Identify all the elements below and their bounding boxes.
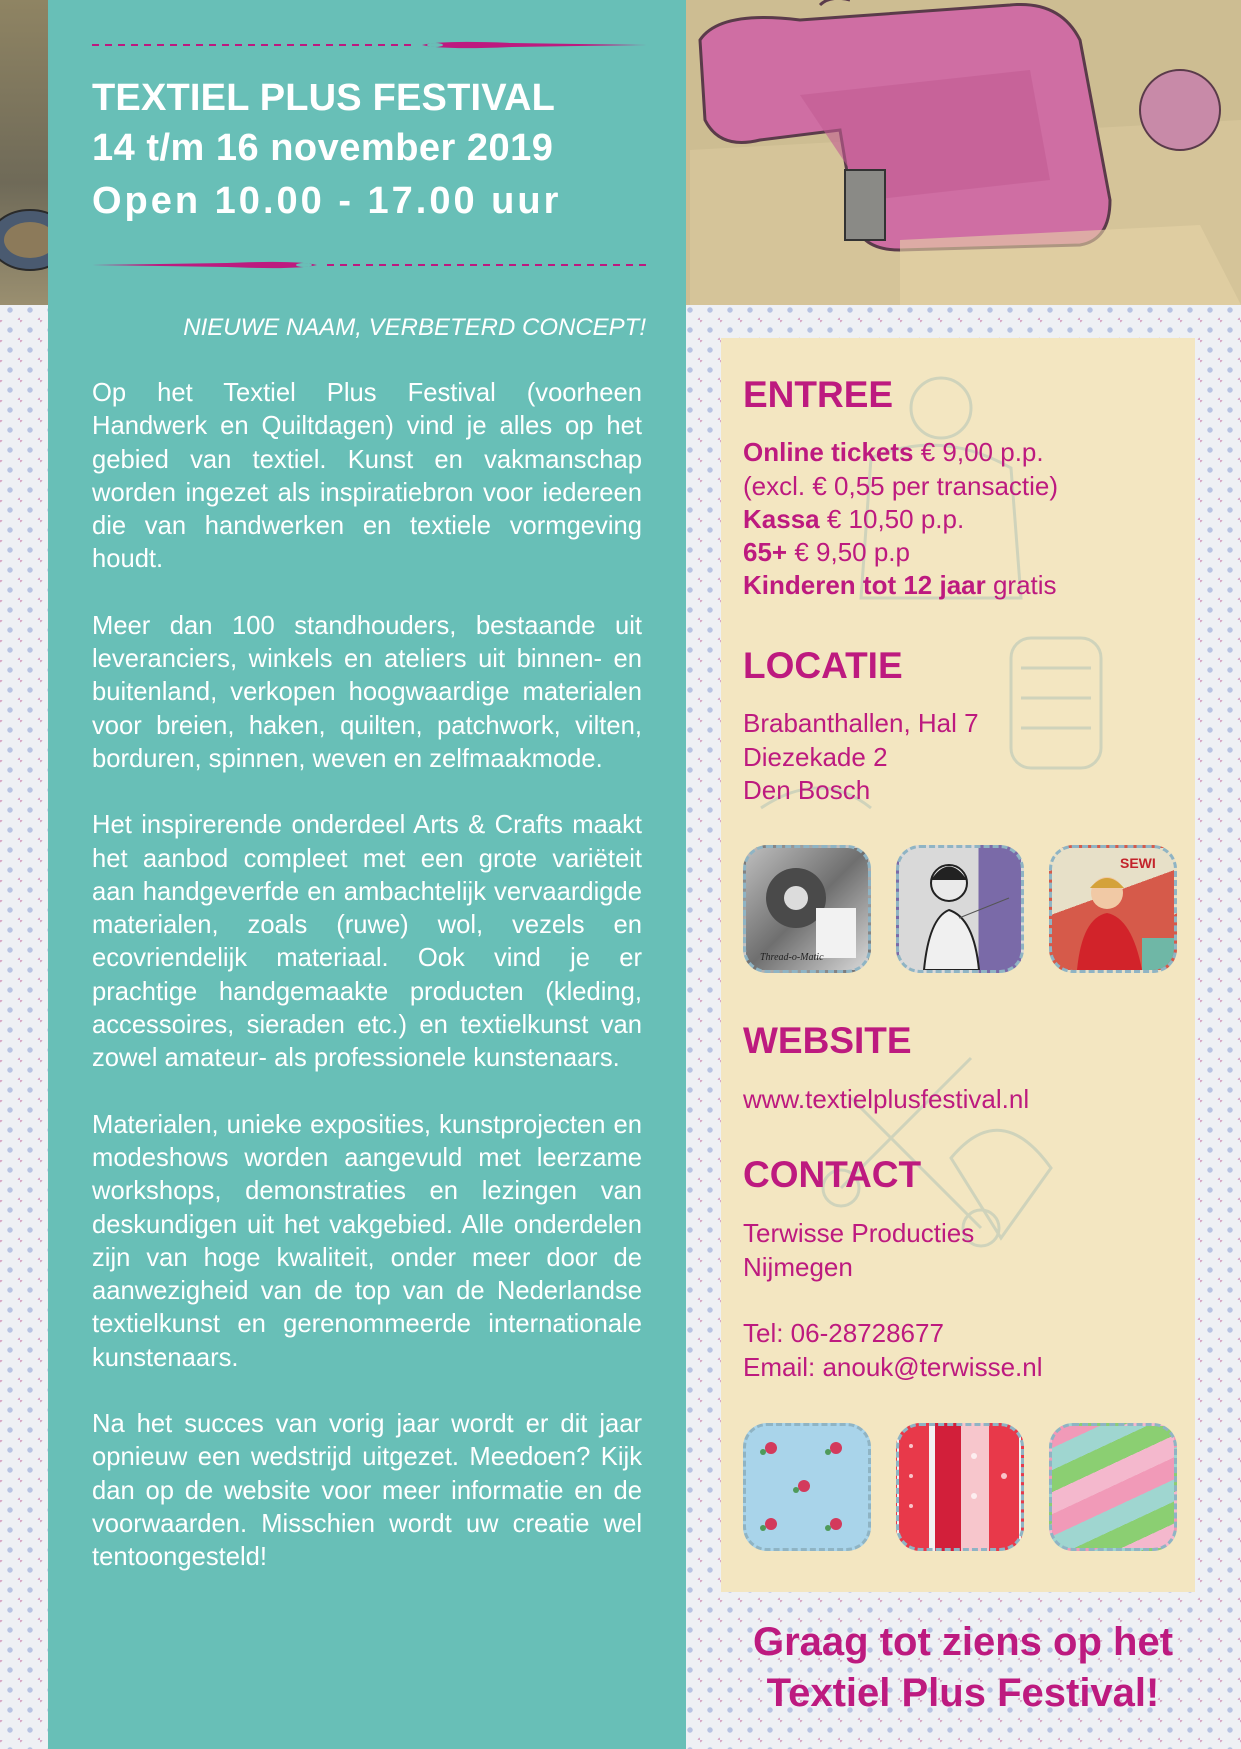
needle-divider-icon: [92, 38, 647, 52]
sewi-caption: SEWI: [1120, 855, 1156, 871]
closing-message: [713, 1617, 1213, 1719]
body-paragraph-5: Na het succes van vorig jaar wordt er dit jaar opnieuw een wedstrijd uitgezet. Meedoen? Kijk dan op de website voor meer informatie en de voorwaarden. Misschien wordt uw creatie wel tentoongesteld!: [92, 1410, 642, 1572]
entree-online-note: (excl. € 0,55 per transactie): [743, 471, 1059, 501]
header-title-block: [92, 74, 652, 228]
kassa-label: Kassa: [743, 504, 820, 534]
locatie-line-1: Brabanthallen, Hal 7: [743, 708, 979, 738]
thumbnail-fabric-rolls: [1049, 1423, 1177, 1551]
entree-title: ENTREE: [743, 374, 894, 415]
thumbnail-thread-o-matic: [743, 845, 871, 973]
tagline: NIEUWE NAAM, VERBETERD CONCEPT!: [183, 314, 646, 341]
red-fabric-stack-icon: [899, 1426, 1021, 1548]
contact-org: Terwisse Producties: [743, 1218, 975, 1248]
retro-sewing-ad-icon: [1052, 848, 1174, 970]
website-url[interactable]: www.textielplusfestival.nl: [743, 1084, 1030, 1114]
kids-label: Kinderen tot 12 jaar: [743, 570, 986, 600]
body-paragraph-2: Meer dan 100 standhouders, bestaande uit leveranciers, winkels en ateliers uit binnen- en buitenland, verkopen hoogwaardige materialen voor breien, haken, quilten, patchwork, vilten, borduren, spinnen, weven en zelfmaakmode.: [92, 611, 642, 773]
contact-email[interactable]: Email: anouk@terwisse.nl: [743, 1352, 1043, 1382]
rose-fabric-pattern-icon: [746, 1426, 868, 1548]
body-text: [92, 377, 642, 1608]
thumbnail-red-fabrics: [896, 1423, 1024, 1551]
needle-divider-icon: [92, 258, 647, 272]
contact-tel[interactable]: Tel: 06-28728677: [743, 1318, 944, 1348]
website-title: WEBSITE: [743, 1020, 912, 1061]
online-label: Online tickets: [743, 437, 914, 467]
thumbnail-rose-fabric: [743, 1423, 871, 1551]
vintage-machine-photo-icon: [746, 848, 868, 970]
vintage-woman-photo-icon: [899, 848, 1021, 970]
thread-o-matic-caption: Thread-o-Matic: [760, 952, 824, 963]
body-paragraph-3: Het inspirerende onderdeel Arts & Crafts maakt het aanbod compleet met een grote variëteit aan handgeverfde en ambachtelijk vervaardigde materialen, zoals (ruwe) wol, vezels en ecovriendelijk materiaal. Ook vind je er prachtige handgemaakte producten (kleding, accessoires, sieraden etc.) en textielkunst van zowel amateur- als professionele kunstenaars.: [92, 811, 642, 1073]
contact-title: CONTACT: [743, 1154, 922, 1195]
thumbnail-vintage-woman: [896, 845, 1024, 973]
closing-line-2: Textiel Plus Festival!: [766, 1671, 1160, 1715]
body-paragraph-1: Op het Textiel Plus Festival (voorheen Handwerk en Quiltdagen) vind je alles op het gebied van textiel. Kunst en vakmanschap worden ingezet als inspiratiebron voor iedereen die van handwerken en textiele vormgeving houdt.: [92, 379, 642, 574]
senior-price: € 9,50 p.p: [787, 537, 910, 567]
event-title: TEXTIEL PLUS FESTIVAL: [92, 77, 556, 119]
senior-label: 65+: [743, 537, 788, 567]
online-price: € 9,00 p.p.: [913, 437, 1044, 467]
entree-kassa: [743, 503, 964, 536]
kassa-price: € 10,50 p.p.: [819, 504, 965, 534]
locatie-title: LOCATIE: [743, 645, 903, 686]
body-paragraph-4: Materialen, unieke exposities, kunstprojecten en modeshows worden aangevuld met leerzame workshops, demonstraties en lezingen van deskundigen uit het vakgebied. Alle onderdelen zijn van hoge kwaliteit, onder meer door de aanwezigheid van de top van de Nederlandse textielkunst en gerenommeerde internationale kunstenaars.: [92, 1110, 642, 1372]
entree-kids: [743, 569, 1057, 602]
thumbnail-sewing-woman-red: [1049, 845, 1177, 973]
event-hours: Open 10.00 - 17.00 uur: [92, 180, 562, 222]
kids-price: gratis: [985, 570, 1057, 600]
event-dates: 14 t/m 16 november 2019: [92, 127, 554, 169]
entree-online: [743, 436, 1044, 469]
locatie-line-3: Den Bosch: [743, 775, 871, 805]
contact-city: Nijmegen: [743, 1252, 853, 1282]
locatie-line-2: Diezekade 2: [743, 742, 888, 772]
entree-senior: [743, 536, 910, 569]
closing-line-1: Graag tot ziens op het: [752, 1620, 1174, 1664]
